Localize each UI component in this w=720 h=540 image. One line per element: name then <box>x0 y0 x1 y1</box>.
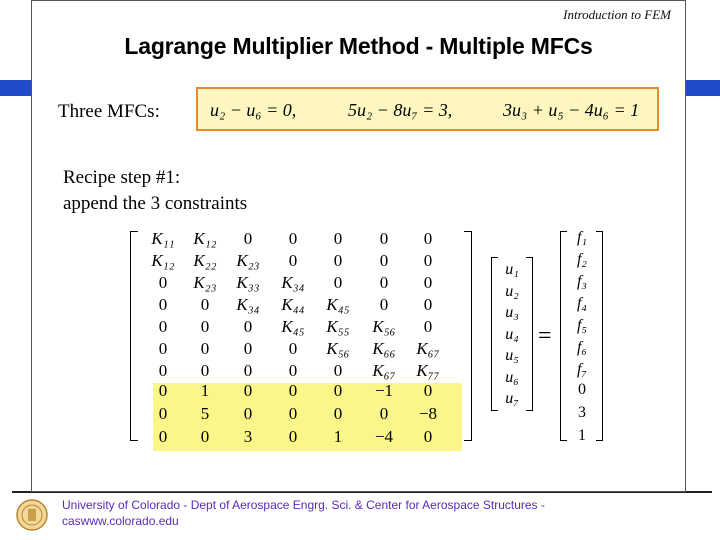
matrix-cell: 0 <box>379 404 389 423</box>
matrix-cell: K₆₆ <box>372 339 396 358</box>
matrix-cell: K₁₁ <box>151 229 175 248</box>
matrix-cell: 0 <box>158 427 168 446</box>
rhs-right-bracket <box>596 231 603 441</box>
matrix-cell: 0 <box>243 317 253 336</box>
matrix-cell: 0 <box>423 229 433 248</box>
matrix-cell: 0 <box>423 251 433 270</box>
university-seal-icon <box>14 498 50 532</box>
matrix-cell: 0 <box>200 427 210 446</box>
matrix-right-bracket <box>464 231 472 441</box>
recipe-step-heading: Recipe step #1: <box>63 167 181 188</box>
rhs-left-bracket <box>560 231 567 441</box>
matrix-cell: K₄₅ <box>326 295 350 314</box>
unknown-entry: u₃ <box>505 304 519 321</box>
rhs-entry: f₇ <box>576 361 587 378</box>
mfc-label: Three MFCs: <box>58 101 160 122</box>
rhs-entry: f₂ <box>576 251 587 268</box>
matrix-cell: 0 <box>243 404 253 423</box>
mfc-equation-2: 5u₂ − 8u₇ = 3, <box>348 100 453 120</box>
matrix-cell: K₃₄ <box>236 295 260 314</box>
matrix-cell: −8 <box>418 404 438 423</box>
unknown-entry: u₇ <box>505 390 519 407</box>
matrix-left-bracket <box>130 231 138 441</box>
matrix-cell: 0 <box>158 404 168 423</box>
slide-title: Lagrange Multiplier Method - Multiple MFCs <box>124 33 593 59</box>
matrix-cell: 0 <box>200 317 210 336</box>
matrix-cell: −4 <box>374 427 394 446</box>
matrix-cell: 0 <box>333 251 343 270</box>
matrix-cell: 0 <box>423 317 433 336</box>
matrix-cell: 0 <box>423 427 433 446</box>
recipe-step-text: append the 3 constraints <box>63 193 248 214</box>
matrix-cell: 0 <box>288 404 298 423</box>
rhs-entry: f₃ <box>576 273 587 290</box>
matrix-cell: 0 <box>333 273 343 292</box>
mfc-equations-box <box>196 87 659 131</box>
matrix-cell: 0 <box>333 404 343 423</box>
matrix-cell: 0 <box>158 361 168 380</box>
footer-line-2: caswww.colorado.edu <box>62 514 179 528</box>
matrix-cell: 0 <box>288 251 298 270</box>
footer-text <box>62 497 662 529</box>
matrix-cell: 0 <box>200 339 210 358</box>
matrix-cell: 0 <box>288 229 298 248</box>
matrix-cell: 0 <box>158 317 168 336</box>
matrix-cell: 0 <box>423 295 433 314</box>
unknown-entry: u₂ <box>505 282 519 300</box>
matrix-cell: 0 <box>379 295 389 314</box>
matrix-cell: 5 <box>200 404 210 423</box>
matrix-cell: 0 <box>158 295 168 314</box>
matrix-cell: 1 <box>333 427 343 446</box>
matrix-cell: −1 <box>374 381 394 400</box>
matrix-cell: 0 <box>379 229 389 248</box>
matrix-cell: 0 <box>288 361 298 380</box>
blue-accent-bar-right <box>686 80 720 96</box>
matrix-cell: K₅₅ <box>326 317 350 336</box>
matrix-cell: 0 <box>158 339 168 358</box>
matrix-cell: 0 <box>243 361 253 380</box>
footer-line-1: University of Colorado - Dept of Aerospace Engrg. Sci. & Center for Aerospace Structures - <box>62 498 545 512</box>
matrix-cell: 0 <box>288 381 298 400</box>
matrix-cell: K₆₇ <box>372 361 396 380</box>
rhs-entry: f₄ <box>576 295 587 312</box>
matrix-cell: 0 <box>200 295 210 314</box>
matrix-cell: K₂₃ <box>193 273 217 292</box>
unknown-entry: u₄ <box>505 325 519 343</box>
blue-accent-bar-left <box>0 80 32 96</box>
rhs-entry: 0 <box>578 381 586 398</box>
unknown-entry: u₅ <box>505 347 519 364</box>
rhs-entry: 1 <box>578 427 586 444</box>
matrix-cell: 0 <box>423 273 433 292</box>
matrix-cell: K₇₇ <box>416 361 440 380</box>
matrix-cell: 0 <box>200 361 210 380</box>
slide-frame <box>31 0 686 492</box>
rhs-entry: f₅ <box>576 317 587 334</box>
matrix-cell: 0 <box>333 361 343 380</box>
matrix-cell: 3 <box>243 427 253 446</box>
matrix-cell: 0 <box>333 381 343 400</box>
matrix-cell: K₂₂ <box>193 251 217 270</box>
matrix-cell: 0 <box>379 273 389 292</box>
matrix-cell: K₁₂ <box>193 229 217 248</box>
matrix-cell: 0 <box>288 339 298 358</box>
matrix-cell: 0 <box>243 229 253 248</box>
mfc-equation-1: u₂ − u₆ = 0, <box>210 100 297 120</box>
matrix-cell: 0 <box>158 273 168 292</box>
equals-sign: = <box>538 323 552 349</box>
matrix-cell: K₃₃ <box>236 273 260 292</box>
unknowns-right-bracket <box>526 257 533 411</box>
matrix-cell: 0 <box>379 251 389 270</box>
matrix-cell: 0 <box>243 381 253 400</box>
matrix-cell: K₆₇ <box>416 339 440 358</box>
matrix-cell: K₁₂ <box>151 251 175 270</box>
matrix-cell: 0 <box>423 381 433 400</box>
matrix-cell: K₃₄ <box>281 273 305 292</box>
matrix-cell: 0 <box>333 229 343 248</box>
matrix-cell: K₄₄ <box>281 295 305 314</box>
header-text: Introduction to FEM <box>563 7 671 22</box>
rhs-entry: f₁ <box>576 229 587 246</box>
rhs-entry: 3 <box>578 404 586 421</box>
matrix-cell: 1 <box>200 381 210 400</box>
rhs-entry: f₆ <box>576 339 587 356</box>
matrix-cell: K₅₆ <box>372 317 396 336</box>
matrix-cell: K₄₅ <box>281 317 305 336</box>
mfc-equation-3: 3u₃ + u₅ − 4u₆ = 1 <box>503 100 640 120</box>
unknown-entry: u₁ <box>505 261 519 278</box>
matrix-cell: 0 <box>288 427 298 446</box>
matrix-cell: K₅₆ <box>326 339 350 358</box>
matrix-cell: K₂₃ <box>236 251 260 270</box>
matrix-cell: 0 <box>243 339 253 358</box>
matrix-cell: 0 <box>158 381 168 400</box>
unknown-entry: u₆ <box>505 368 519 386</box>
